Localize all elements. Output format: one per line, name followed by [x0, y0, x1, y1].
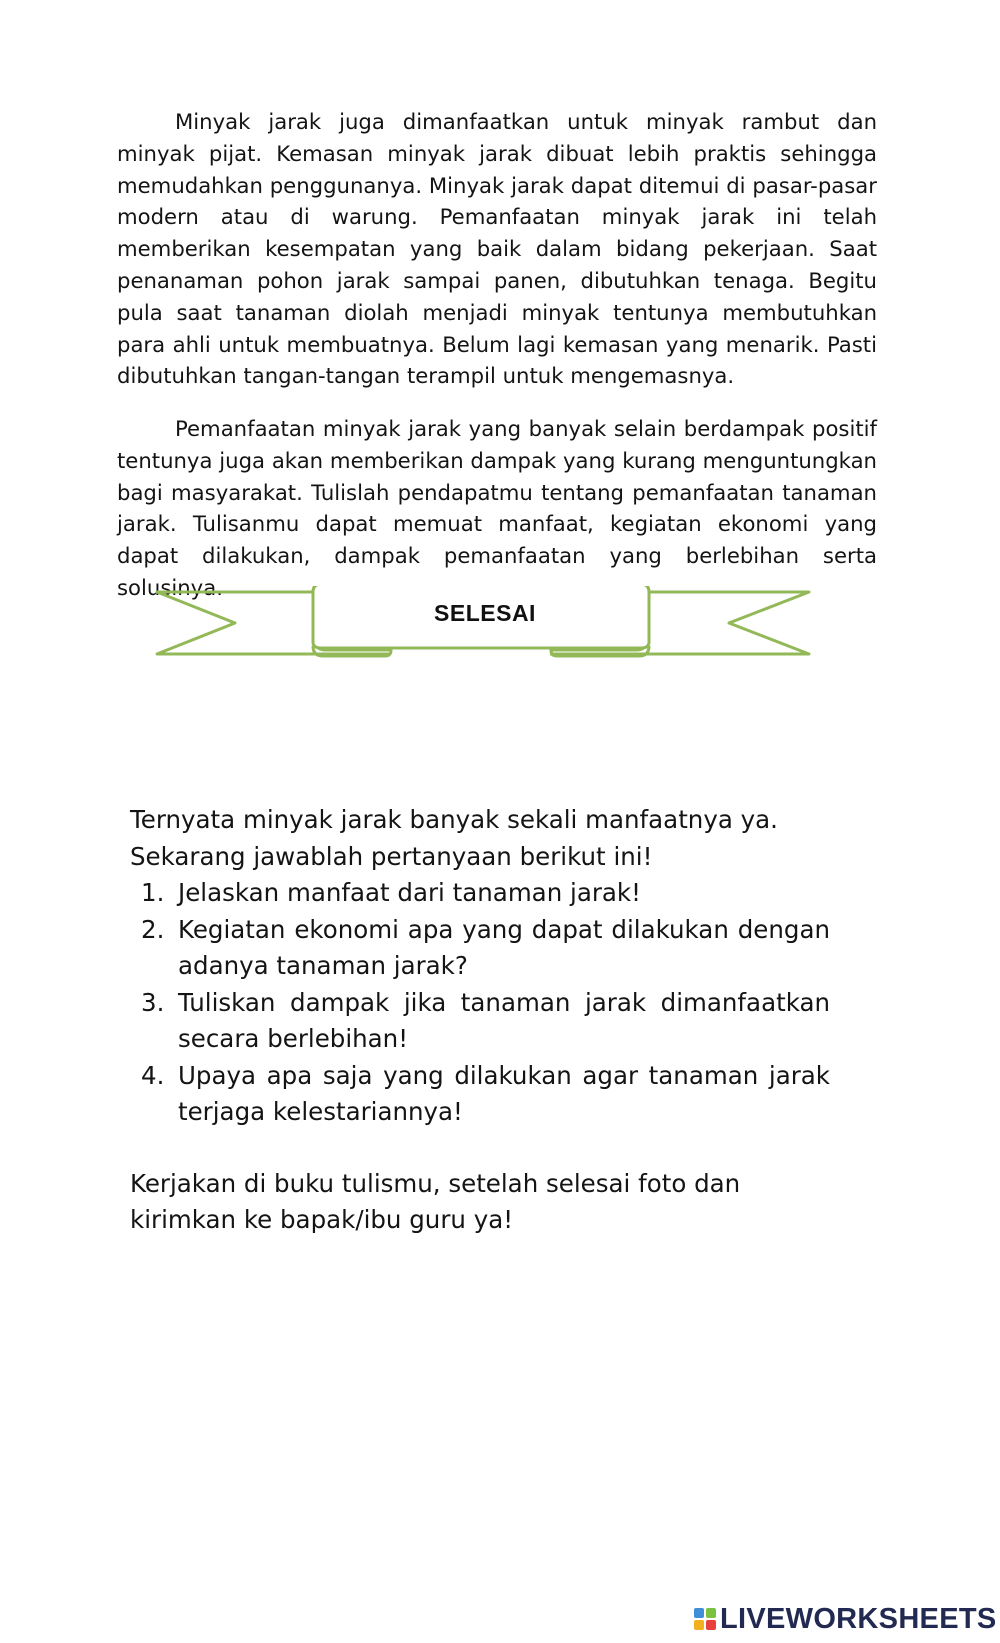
- logo-square-yellow: [694, 1620, 704, 1630]
- question-text: Upaya apa saja yang dilakukan agar tanaman jarak terjaga kelestariannya!: [178, 1060, 830, 1126]
- logo-text: LIVEWORKSHEETS: [720, 1602, 997, 1635]
- intro-line-1: Ternyata minyak jarak banyak sekali manfaatnya ya.: [130, 805, 778, 834]
- question-item: [130, 875, 830, 912]
- liveworksheets-logo[interactable]: [694, 1603, 997, 1635]
- question-text: Jelaskan manfaat dari tanaman jarak!: [178, 878, 641, 907]
- question-text: Kegiatan ekonomi apa yang dapat dilakukan dengan adanya tanaman jarak?: [178, 914, 830, 980]
- question-number: 1.: [141, 878, 165, 907]
- question-item: [130, 912, 830, 985]
- logo-square-red: [706, 1620, 716, 1630]
- closing-instruction: Kerjakan di buku tulismu, setelah selesai foto dan kirimkan ke bapak/ibu guru ya!: [130, 1168, 741, 1234]
- logo-mark-icon: [694, 1608, 716, 1630]
- paragraph-1-text: Minyak jarak juga dimanfaatkan untuk minyak rambut dan minyak pijat. Kemasan minyak jarak dibuat lebih praktis sehingga memudahkan penggunanya. Minyak jarak dapat ditemui di pasar-pasar modern atau di warung. Pemanfaatan minyak jarak ini telah memberikan kesempatan yang baik dalam bidang pekerjaan. Saat penanaman pohon jarak sampai panen, dibutuhkan tenaga. Begitu pula saat tanaman diolah menjadi minyak tentunya membutuhkan para ahli untuk membuatnya. Belum lagi kemasan yang menarik. Pasti dibutuhkan tangan-tangan terampil untuk mengemasnya.: [117, 109, 877, 389]
- question-text: Tuliskan dampak jika tanaman jarak dimanfaatkan secara berlebihan!: [178, 987, 830, 1053]
- task-section: [130, 802, 830, 1239]
- logo-square-blue: [694, 1608, 704, 1618]
- question-number: 2.: [141, 914, 165, 944]
- logo-square-green: [706, 1608, 716, 1618]
- question-item: [130, 1058, 830, 1131]
- banner-title: SELESAI: [434, 600, 536, 626]
- paragraph-1: [117, 106, 877, 392]
- paragraph-2: [117, 413, 877, 604]
- intro-line-2: Sekarang jawablah pertanyaan berikut ini!: [130, 841, 653, 871]
- paragraph-2-text: Pemanfaatan minyak jarak yang banyak selain berdampak positif tentunya juga akan memberikan dampak yang kurang menguntungkan bagi masyarakat. Tulislah pendapatmu tentang pemanfaatan tanaman jarak. Tulisanmu dapat memuat manfaat, kegiatan ekonomi yang dapat dilakukan, dampak pemanfaatan yang berlebihan serta solusinya.: [117, 416, 877, 600]
- selesai-ribbon-banner: [155, 586, 815, 676]
- question-item: [130, 985, 830, 1058]
- question-number: 4.: [141, 1060, 165, 1090]
- question-number: 3.: [141, 987, 165, 1017]
- question-list: [130, 875, 830, 1131]
